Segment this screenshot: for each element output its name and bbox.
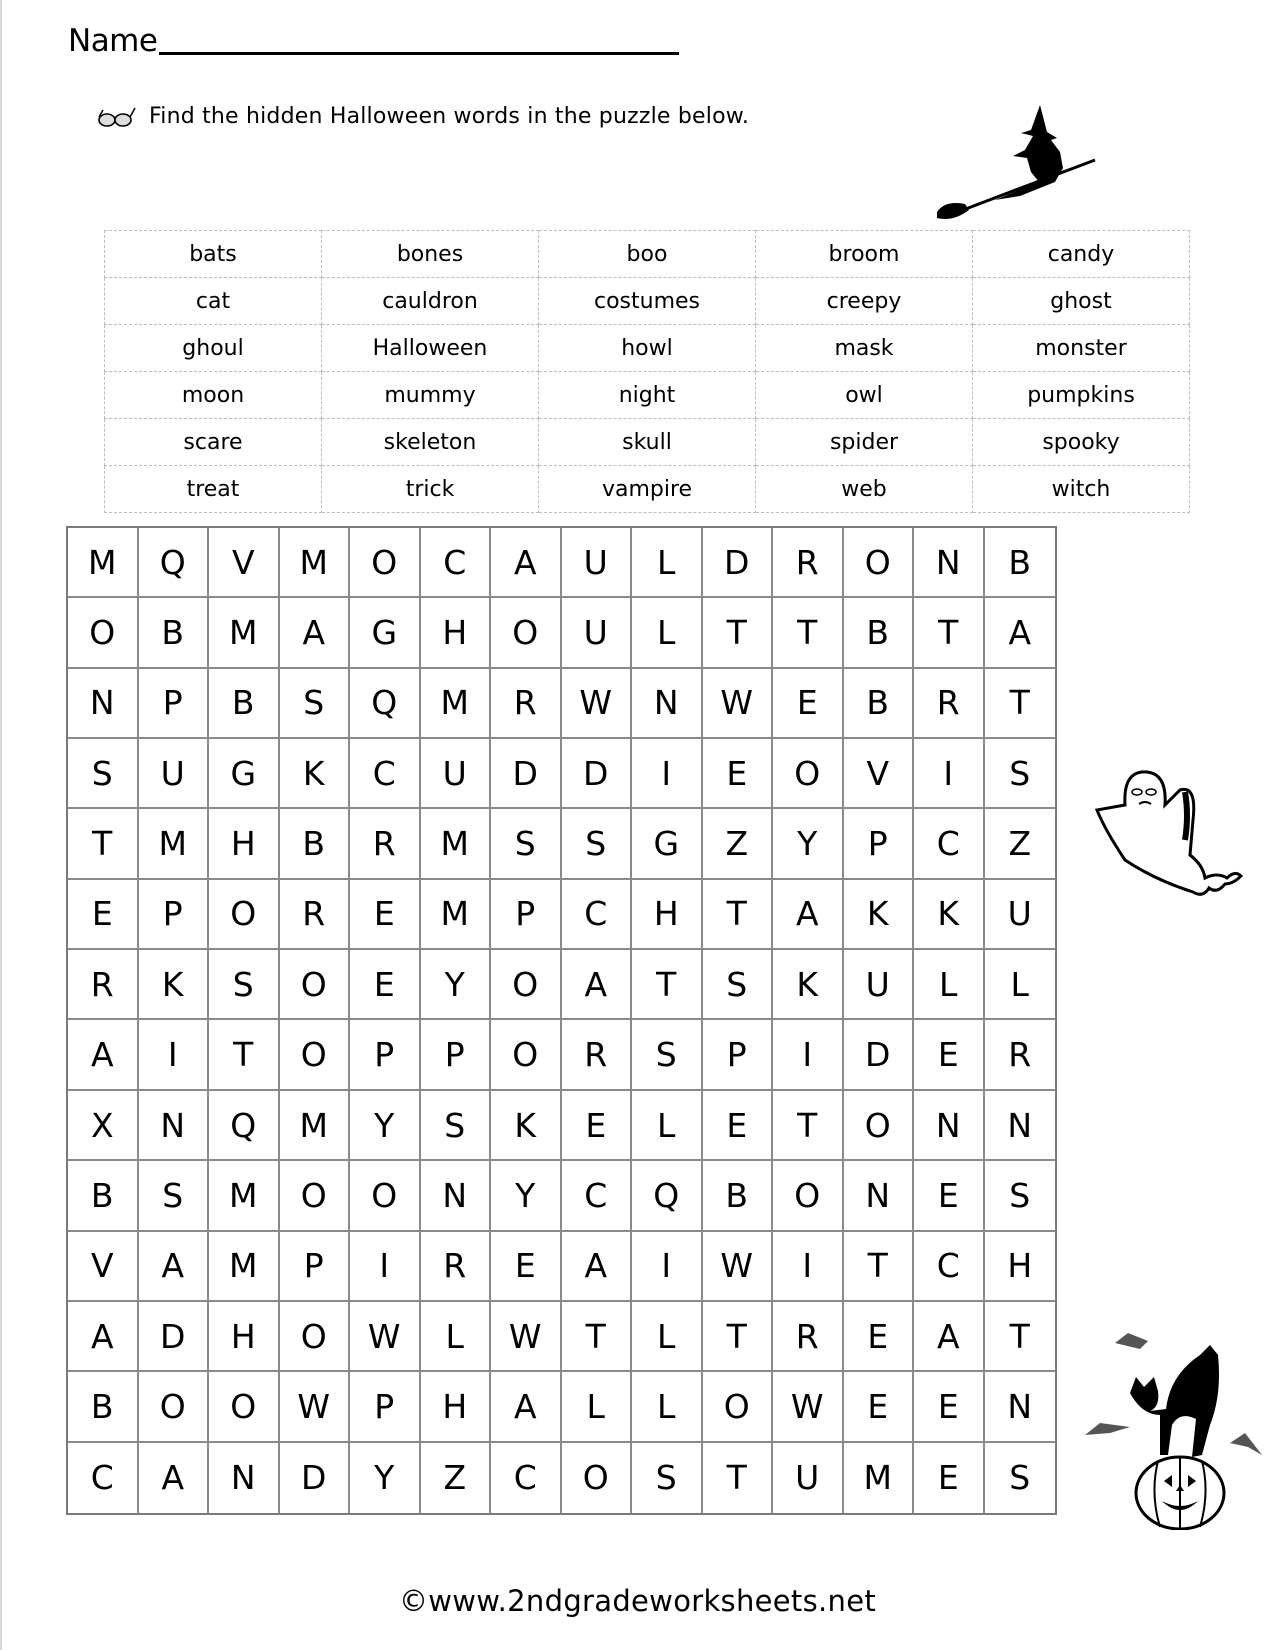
grid-cell[interactable]: N — [985, 1372, 1056, 1442]
grid-cell[interactable]: S — [139, 1161, 210, 1231]
grid-cell[interactable]: Y — [773, 809, 844, 879]
grid-cell[interactable]: K — [139, 950, 210, 1020]
grid-cell[interactable]: W — [491, 1302, 562, 1372]
grid-cell[interactable]: B — [139, 598, 210, 668]
grid-cell[interactable]: Y — [350, 1443, 421, 1513]
word-bank-item: broom — [756, 231, 973, 278]
word-bank-item: skeleton — [322, 419, 539, 466]
name-label: Name — [68, 23, 158, 59]
grid-cell[interactable]: S — [421, 1091, 492, 1161]
grid-cell[interactable]: R — [773, 1302, 844, 1372]
grid-cell[interactable]: K — [914, 880, 985, 950]
grid-cell[interactable]: W — [703, 669, 774, 739]
word-bank-item: boo — [539, 231, 756, 278]
grid-cell[interactable]: S — [985, 1161, 1056, 1231]
grid-cell[interactable]: P — [703, 1020, 774, 1090]
grid-cell[interactable]: I — [632, 1232, 703, 1302]
word-bank-row — [105, 419, 1190, 466]
grid-cell[interactable]: O — [491, 950, 562, 1020]
grid-cell[interactable]: A — [68, 1020, 139, 1090]
grid-cell[interactable]: T — [985, 1302, 1056, 1372]
word-bank-item: bones — [322, 231, 539, 278]
word-bank-item: cauldron — [322, 278, 539, 325]
word-bank-item: creepy — [756, 278, 973, 325]
grid-cell[interactable]: M — [421, 809, 492, 879]
grid-cell[interactable]: N — [139, 1091, 210, 1161]
grid-cell[interactable]: P — [139, 669, 210, 739]
witch-on-broom-icon — [935, 100, 1100, 220]
grid-cell[interactable]: I — [773, 1232, 844, 1302]
grid-cell[interactable]: E — [350, 880, 421, 950]
grid-cell[interactable]: K — [773, 950, 844, 1020]
grid-cell[interactable]: O — [844, 528, 915, 598]
grid-cell[interactable]: N — [844, 1161, 915, 1231]
grid-cell[interactable]: P — [421, 1020, 492, 1090]
ghost-icon — [1085, 760, 1245, 910]
grid-cell[interactable]: N — [914, 1091, 985, 1161]
grid-cell[interactable]: O — [562, 1443, 633, 1513]
grid-cell[interactable]: O — [844, 1091, 915, 1161]
grid-cell[interactable]: A — [773, 880, 844, 950]
grid-cell[interactable]: A — [139, 1232, 210, 1302]
grid-cell[interactable]: S — [632, 1020, 703, 1090]
grid-cell[interactable]: D — [703, 528, 774, 598]
copyright-footer: ©www.2ndgradeworksheets.net — [398, 1584, 877, 1618]
grid-cell[interactable]: E — [491, 1232, 562, 1302]
grid-cell[interactable]: H — [209, 809, 280, 879]
grid-cell[interactable]: U — [562, 528, 633, 598]
grid-cell[interactable]: U — [844, 950, 915, 1020]
grid-cell[interactable]: O — [280, 950, 351, 1020]
grid-cell[interactable]: Y — [421, 950, 492, 1020]
grid-cell[interactable]: P — [844, 809, 915, 879]
grid-cell[interactable]: M — [139, 809, 210, 879]
grid-cell[interactable]: C — [421, 528, 492, 598]
instructions — [97, 104, 749, 129]
grid-cell[interactable]: E — [914, 1161, 985, 1231]
word-bank-row — [105, 325, 1190, 372]
grid-cell[interactable]: S — [632, 1443, 703, 1513]
grid-cell[interactable]: U — [421, 739, 492, 809]
grid-cell[interactable]: T — [562, 1302, 633, 1372]
grid-cell[interactable]: D — [844, 1020, 915, 1090]
grid-cell[interactable]: Q — [350, 669, 421, 739]
word-bank-item: owl — [756, 372, 973, 419]
grid-cell[interactable]: O — [350, 1161, 421, 1231]
grid-cell[interactable]: V — [844, 739, 915, 809]
grid-cell[interactable]: B — [68, 1372, 139, 1442]
grid-cell[interactable]: I — [914, 739, 985, 809]
grid-cell[interactable]: T — [209, 1020, 280, 1090]
grid-cell[interactable]: M — [421, 880, 492, 950]
grid-cell[interactable]: L — [632, 598, 703, 668]
grid-cell[interactable]: B — [844, 598, 915, 668]
word-bank-item: scare — [105, 419, 322, 466]
grid-cell[interactable]: O — [280, 1020, 351, 1090]
grid-cell[interactable]: N — [68, 669, 139, 739]
grid-cell[interactable]: D — [280, 1443, 351, 1513]
grid-cell[interactable]: M — [280, 1091, 351, 1161]
word-bank-item: moon — [105, 372, 322, 419]
grid-cell[interactable]: T — [703, 880, 774, 950]
word-bank-item: cat — [105, 278, 322, 325]
grid-cell[interactable]: L — [914, 950, 985, 1020]
word-bank-item: spooky — [973, 419, 1190, 466]
grid-cell[interactable]: T — [985, 669, 1056, 739]
grid-cell[interactable]: B — [280, 809, 351, 879]
grid-cell[interactable]: R — [350, 809, 421, 879]
grid-cell[interactable]: H — [209, 1302, 280, 1372]
grid-cell[interactable]: C — [350, 739, 421, 809]
grid-cell[interactable]: R — [985, 1020, 1056, 1090]
grid-cell[interactable]: D — [562, 739, 633, 809]
word-bank-item: mask — [756, 325, 973, 372]
word-bank-item: skull — [539, 419, 756, 466]
grid-cell[interactable]: K — [280, 739, 351, 809]
word-bank-item: web — [756, 466, 973, 513]
grid-cell[interactable]: S — [280, 669, 351, 739]
grid-cell[interactable]: O — [209, 880, 280, 950]
grid-cell[interactable]: E — [914, 1020, 985, 1090]
grid-cell[interactable]: B — [985, 528, 1056, 598]
grid-cell[interactable]: K — [491, 1091, 562, 1161]
grid-cell[interactable]: G — [350, 598, 421, 668]
grid-cell[interactable]: L — [421, 1302, 492, 1372]
grid-cell[interactable]: N — [209, 1443, 280, 1513]
grid-cell[interactable]: O — [773, 739, 844, 809]
grid-cell[interactable]: A — [914, 1302, 985, 1372]
grid-cell[interactable]: L — [562, 1372, 633, 1442]
grid-cell[interactable]: B — [844, 669, 915, 739]
grid-cell[interactable]: C — [562, 1161, 633, 1231]
word-bank-item: bats — [105, 231, 322, 278]
grid-cell[interactable]: I — [773, 1020, 844, 1090]
grid-cell[interactable]: P — [139, 880, 210, 950]
name-blank-line[interactable] — [159, 52, 679, 55]
grid-cell[interactable]: M — [209, 1161, 280, 1231]
grid-cell[interactable]: A — [562, 1232, 633, 1302]
grid-cell[interactable]: O — [491, 1020, 562, 1090]
grid-cell[interactable]: T — [773, 1091, 844, 1161]
grid-cell[interactable]: E — [914, 1443, 985, 1513]
grid-cell[interactable]: C — [491, 1443, 562, 1513]
black-cat-on-pumpkin-icon — [1070, 1315, 1270, 1530]
grid-cell[interactable]: C — [914, 809, 985, 879]
word-bank-item: candy — [973, 231, 1190, 278]
grid-cell[interactable]: B — [209, 669, 280, 739]
grid-cell[interactable]: Z — [421, 1443, 492, 1513]
grid-cell[interactable]: E — [914, 1372, 985, 1442]
grid-cell[interactable]: L — [632, 1091, 703, 1161]
word-bank-table — [104, 230, 1190, 513]
name-field-row — [68, 24, 679, 58]
grid-cell[interactable]: X — [68, 1091, 139, 1161]
grid-cell[interactable]: H — [421, 598, 492, 668]
word-bank-item: mummy — [322, 372, 539, 419]
grid-cell[interactable]: T — [703, 1302, 774, 1372]
grid-cell[interactable]: S — [703, 950, 774, 1020]
grid-cell[interactable]: L — [985, 950, 1056, 1020]
word-bank-item: monster — [973, 325, 1190, 372]
grid-cell[interactable]: M — [844, 1443, 915, 1513]
grid-cell[interactable]: T — [703, 1443, 774, 1513]
grid-cell[interactable]: O — [773, 1161, 844, 1231]
grid-cell[interactable]: T — [703, 598, 774, 668]
grid-cell[interactable]: L — [632, 528, 703, 598]
word-bank-item: costumes — [539, 278, 756, 325]
grid-cell[interactable]: N — [421, 1161, 492, 1231]
grid-cell[interactable]: R — [773, 528, 844, 598]
grid-cell[interactable]: H — [985, 1232, 1056, 1302]
grid-cell[interactable]: W — [350, 1302, 421, 1372]
grid-cell[interactable]: M — [209, 598, 280, 668]
grid-cell[interactable]: V — [209, 528, 280, 598]
grid-cell[interactable]: I — [139, 1020, 210, 1090]
grid-cell[interactable]: E — [350, 950, 421, 1020]
grid-cell[interactable]: O — [491, 598, 562, 668]
word-bank-row — [105, 466, 1190, 513]
word-bank-item: witch — [973, 466, 1190, 513]
grid-cell[interactable]: S — [209, 950, 280, 1020]
grid-cell[interactable]: E — [68, 880, 139, 950]
grid-cell[interactable]: P — [350, 1372, 421, 1442]
grid-cell[interactable]: N — [914, 528, 985, 598]
grid-cell[interactable]: S — [562, 809, 633, 879]
grid-cell[interactable]: D — [491, 739, 562, 809]
word-bank-row — [105, 372, 1190, 419]
grid-cell[interactable]: T — [632, 950, 703, 1020]
grid-cell[interactable]: M — [68, 528, 139, 598]
grid-cell[interactable]: Z — [985, 809, 1056, 879]
grid-cell[interactable]: O — [280, 1161, 351, 1231]
grid-cell[interactable]: M — [421, 669, 492, 739]
grid-cell[interactable]: O — [68, 598, 139, 668]
grid-cell[interactable]: N — [985, 1091, 1056, 1161]
word-bank-item: pumpkins — [973, 372, 1190, 419]
grid-cell[interactable]: A — [562, 950, 633, 1020]
grid-cell[interactable]: C — [914, 1232, 985, 1302]
grid-cell[interactable]: W — [773, 1372, 844, 1442]
grid-cell[interactable]: P — [280, 1232, 351, 1302]
grid-cell[interactable]: K — [844, 880, 915, 950]
word-bank-item: spider — [756, 419, 973, 466]
grid-cell[interactable]: O — [280, 1302, 351, 1372]
grid-cell[interactable]: O — [139, 1372, 210, 1442]
grid-cell[interactable]: A — [280, 598, 351, 668]
grid-cell[interactable]: U — [985, 880, 1056, 950]
grid-cell[interactable]: A — [491, 528, 562, 598]
grid-cell[interactable]: A — [139, 1443, 210, 1513]
grid-cell[interactable]: S — [491, 809, 562, 879]
grid-cell[interactable]: R — [421, 1232, 492, 1302]
word-bank-item: trick — [322, 466, 539, 513]
grid-cell[interactable]: D — [139, 1302, 210, 1372]
word-bank-item: ghoul — [105, 325, 322, 372]
grid-cell[interactable]: I — [350, 1232, 421, 1302]
grid-cell[interactable]: E — [773, 669, 844, 739]
grid-cell[interactable]: E — [703, 739, 774, 809]
grid-cell[interactable]: E — [703, 1091, 774, 1161]
grid-cell[interactable]: E — [844, 1302, 915, 1372]
grid-cell[interactable]: V — [68, 1232, 139, 1302]
word-bank-row — [105, 278, 1190, 325]
grid-cell[interactable]: L — [632, 1302, 703, 1372]
grid-cell[interactable]: Z — [703, 809, 774, 879]
grid-cell[interactable]: W — [703, 1232, 774, 1302]
grid-cell[interactable]: T — [914, 598, 985, 668]
grid-cell[interactable]: Y — [350, 1091, 421, 1161]
grid-cell[interactable]: U — [773, 1443, 844, 1513]
grid-cell[interactable]: G — [632, 809, 703, 879]
grid-cell[interactable]: R — [68, 950, 139, 1020]
grid-cell[interactable]: T — [844, 1232, 915, 1302]
grid-cell[interactable]: R — [491, 669, 562, 739]
grid-cell[interactable]: A — [491, 1372, 562, 1442]
page-edge-rule — [0, 0, 2, 1650]
grid-cell[interactable]: O — [209, 1372, 280, 1442]
grid-cell[interactable]: P — [491, 880, 562, 950]
grid-cell[interactable]: B — [703, 1161, 774, 1231]
grid-cell[interactable]: A — [985, 598, 1056, 668]
grid-cell[interactable]: W — [562, 669, 633, 739]
grid-cell[interactable]: S — [985, 739, 1056, 809]
grid-cell[interactable]: T — [773, 598, 844, 668]
grid-cell[interactable]: C — [68, 1443, 139, 1513]
grid-cell[interactable]: A — [68, 1302, 139, 1372]
grid-cell[interactable]: N — [632, 669, 703, 739]
word-bank-item: Halloween — [322, 325, 539, 372]
grid-cell[interactable]: B — [68, 1161, 139, 1231]
grid-cell[interactable]: S — [68, 739, 139, 809]
grid-cell[interactable]: T — [68, 809, 139, 879]
grid-cell[interactable]: G — [209, 739, 280, 809]
grid-cell[interactable]: M — [280, 528, 351, 598]
word-search-grid — [66, 526, 1057, 1515]
grid-cell[interactable]: U — [139, 739, 210, 809]
grid-cell[interactable]: R — [562, 1020, 633, 1090]
word-bank-item: night — [539, 372, 756, 419]
grid-cell[interactable]: R — [914, 669, 985, 739]
glasses-icon — [97, 106, 137, 128]
grid-cell[interactable]: M — [209, 1232, 280, 1302]
grid-cell[interactable]: H — [632, 880, 703, 950]
grid-cell[interactable]: S — [1009, 1458, 1031, 1498]
grid-cell[interactable]: I — [632, 739, 703, 809]
word-bank-row — [105, 231, 1190, 278]
grid-cell[interactable]: Q — [632, 1161, 703, 1231]
grid-cell[interactable]: Y — [491, 1161, 562, 1231]
grid-cell[interactable]: L — [632, 1372, 703, 1442]
word-bank-item: howl — [539, 325, 756, 372]
word-bank-item: treat — [105, 466, 322, 513]
grid-cell[interactable]: E — [562, 1091, 633, 1161]
grid-cell[interactable]: P — [350, 1020, 421, 1090]
word-bank-item: vampire — [539, 466, 756, 513]
grid-cell[interactable]: E — [844, 1372, 915, 1442]
instructions-text: Find the hidden Halloween words in the puzzle below. — [149, 104, 750, 129]
grid-cell[interactable]: H — [421, 1372, 492, 1442]
grid-cell[interactable]: Q — [139, 528, 210, 598]
grid-cell[interactable]: O — [703, 1372, 774, 1442]
grid-cell[interactable]: O — [350, 528, 421, 598]
grid-cell[interactable]: C — [562, 880, 633, 950]
word-bank-item: ghost — [973, 278, 1190, 325]
grid-cell[interactable]: W — [280, 1372, 351, 1442]
grid-cell[interactable]: Q — [209, 1091, 280, 1161]
grid-cell[interactable]: R — [280, 880, 351, 950]
grid-cell[interactable]: U — [562, 598, 633, 668]
